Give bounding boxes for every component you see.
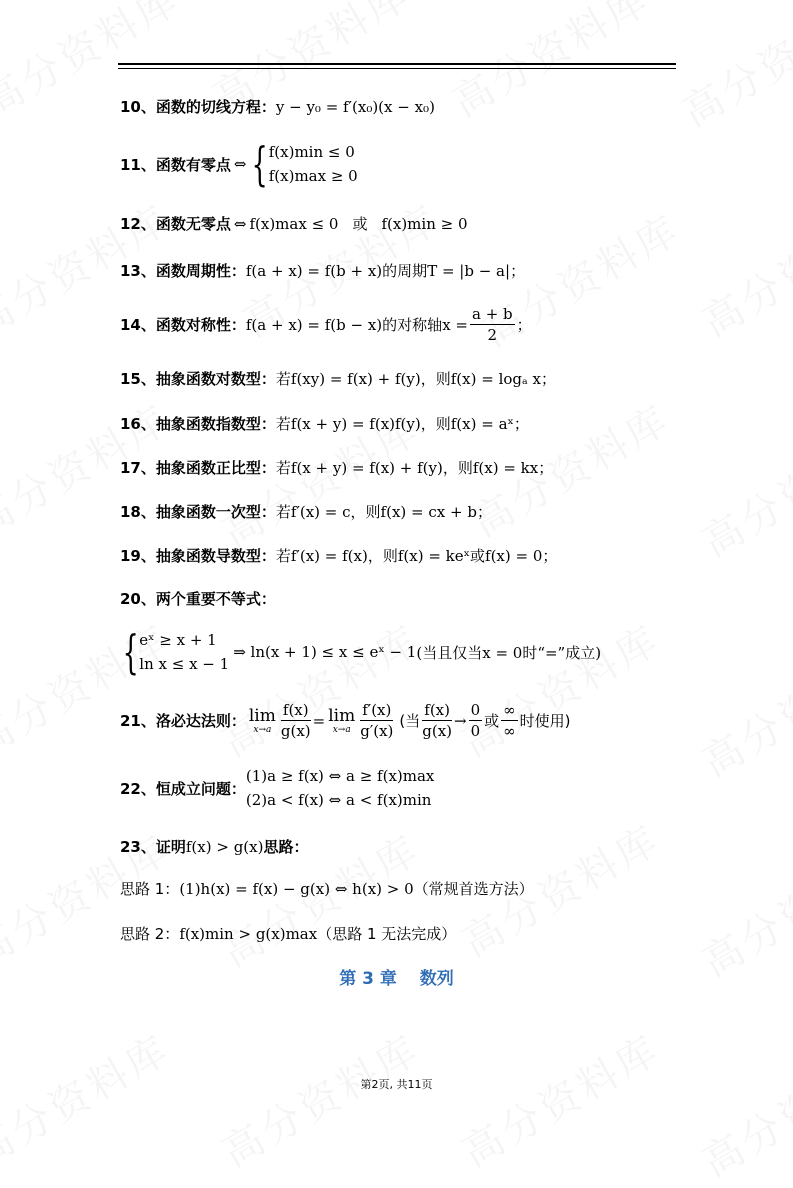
watermark <box>0 1019 180 1178</box>
item-22 <box>120 764 434 812</box>
item-label: 10、函数的切线方程： <box>120 98 276 116</box>
formula: (1)h(x) = f(x) − g(x) ⇔ h(x) > 0 <box>179 879 414 898</box>
item-label: 16、抽象函数指数型： <box>120 415 276 433</box>
item-17 <box>120 457 553 478</box>
condition-stack <box>269 140 358 188</box>
item-label: 14、函数对称性： <box>120 316 246 334</box>
text: ，则 <box>442 459 473 477</box>
item-label: 13、函数周期性： <box>120 262 246 280</box>
or-text: 或 <box>470 547 486 565</box>
formula: f(x)min ≥ 0 <box>381 214 468 233</box>
denominator: 0 <box>470 722 481 740</box>
limit <box>249 707 276 735</box>
formula: ⇒ ln(x + 1) ≤ x ≤ eˣ − 1 <box>233 643 417 661</box>
item-label: 19、抽象函数导数型： <box>120 547 276 565</box>
punct: ； <box>476 503 492 521</box>
watermark <box>210 1019 429 1178</box>
text: 若 <box>275 547 291 565</box>
denominator: g′(x) <box>360 722 394 740</box>
text: 若 <box>275 503 291 521</box>
item-label: 思路： <box>263 838 309 856</box>
item-label: 20、两个重要不等式： <box>120 590 276 608</box>
item-label: 12、函数无零点 <box>120 215 231 233</box>
equivalence-arrow: ⇔ <box>233 214 247 233</box>
idea-1 <box>120 878 534 899</box>
inequality-stack <box>139 628 229 676</box>
item-13 <box>120 260 525 281</box>
watermark <box>690 1029 793 1188</box>
left-brace: { <box>122 625 139 679</box>
or-text: 或 <box>484 712 500 730</box>
lim-subscript: x→a <box>332 724 351 735</box>
numerator: f(x) <box>282 701 309 719</box>
fraction <box>360 700 393 741</box>
item-10 <box>120 96 435 117</box>
item-14 <box>120 304 532 345</box>
header-rule <box>118 68 676 69</box>
item-21 <box>120 700 571 741</box>
item-19 <box>120 545 557 566</box>
numerator: f(x) <box>424 701 450 719</box>
limit <box>328 707 355 735</box>
formula: f(x)max ≥ 0 <box>268 167 358 185</box>
item-15 <box>120 368 556 389</box>
punct: ； <box>538 459 554 477</box>
page-footer: 第2页, 共11页 <box>360 1078 433 1091</box>
arrow: → <box>454 711 467 730</box>
formula: f(x) = logₐ x <box>450 369 542 388</box>
lim-text: lim <box>248 705 276 726</box>
formula: f(x) = 0 <box>485 546 543 565</box>
denominator: g(x) <box>280 722 311 740</box>
text: 的周期 <box>382 262 428 280</box>
formula: eˣ ≥ x + 1 <box>139 631 217 649</box>
formula: y − y₀ = f′(x₀)(x − x₀) <box>275 97 435 116</box>
note: (当且仅当x = 0时“=”成立) <box>416 643 602 662</box>
punct: ； <box>513 415 529 433</box>
numerator: a + b <box>471 305 513 323</box>
formula: T = |b − a| <box>427 261 511 280</box>
equivalence-arrow: ⇔ <box>233 155 247 173</box>
item-label: 15、抽象函数对数型： <box>120 370 276 388</box>
fraction <box>469 700 483 741</box>
or-text: 或 <box>352 215 368 233</box>
text: 时使用) <box>519 712 571 730</box>
formula: f(x + y) = f(x)f(y) <box>290 414 421 433</box>
formula: f(x) = aˣ <box>450 414 514 433</box>
inequality-block <box>120 625 602 679</box>
formula: f(x) = cx + b <box>380 502 477 521</box>
formula: f(x)min > g(x)max <box>179 924 318 943</box>
formula: f(x)max ≤ 0 <box>249 214 339 233</box>
denominator: ∞ <box>503 722 516 740</box>
item-label: 22、恒成立问题： <box>120 779 246 798</box>
formula: f(x) = keˣ <box>397 546 471 565</box>
text: 若 <box>275 415 291 433</box>
fraction <box>501 700 518 741</box>
text: 的对称轴 <box>382 316 443 334</box>
formula: f′(x) = c <box>290 502 351 521</box>
idea-label: 思路 1： <box>120 880 180 898</box>
fraction <box>470 304 515 345</box>
punct: ； <box>542 547 558 565</box>
lim-text: lim <box>328 705 356 726</box>
note: （思路 1 无法完成） <box>317 925 457 943</box>
lim-subscript: x→a <box>253 724 272 735</box>
item-23 <box>120 836 308 857</box>
item-11 <box>120 137 358 191</box>
text: ，则 <box>350 503 381 521</box>
punct: ； <box>510 262 526 280</box>
text: 若 <box>275 370 291 388</box>
formula: f(x)min ≤ 0 <box>268 143 355 161</box>
idea-2 <box>120 923 456 944</box>
fraction <box>422 700 452 741</box>
item-18 <box>120 501 492 522</box>
formula: f(x) = kx <box>472 458 539 477</box>
watermark <box>690 189 793 348</box>
chapter-title: 第 3 章 数列 <box>339 969 454 989</box>
item-20 <box>120 588 276 609</box>
watermark <box>670 0 793 138</box>
punct: ； <box>541 370 557 388</box>
numerator: ∞ <box>503 701 516 719</box>
item-label: 17、抽象函数正比型： <box>120 459 276 477</box>
denominator: 2 <box>487 326 498 344</box>
formula: (2)a < f(x) ⇔ a < f(x)min <box>245 791 432 809</box>
formula: f(xy) = f(x) + f(y) <box>290 369 421 388</box>
text: ，则 <box>367 547 398 565</box>
formula: f′(x) = f(x) <box>290 546 368 565</box>
formula: f(x + y) = f(x) + f(y) <box>290 458 443 477</box>
formula: f(a + x) = f(b − x) <box>245 315 383 334</box>
punct: ； <box>516 316 532 334</box>
item-16 <box>120 413 529 434</box>
note: （常规首选方法） <box>413 880 534 898</box>
formula: f(x) > g(x) <box>185 837 264 856</box>
text: ，则 <box>420 415 451 433</box>
formula: ln x ≤ x − 1 <box>139 655 230 673</box>
item-label: 11、函数有零点 <box>120 155 231 174</box>
numerator: f′(x) <box>362 701 392 719</box>
equals: = <box>312 711 326 730</box>
formula: (1)a ≥ f(x) ⇔ a ≥ f(x)max <box>245 767 435 785</box>
header-rule <box>118 63 676 65</box>
formula: f(a + x) = f(b + x) <box>245 261 383 280</box>
text: ，则 <box>420 370 451 388</box>
formula: x = <box>442 315 468 334</box>
item-label: 21、洛必达法则： <box>120 712 246 730</box>
item-label: 23、证明 <box>120 838 186 856</box>
idea-label: 思路 2： <box>120 925 180 943</box>
denominator: g(x) <box>422 722 453 740</box>
item-label: 18、抽象函数一次型： <box>120 503 276 521</box>
text: 若 <box>275 459 291 477</box>
left-brace: { <box>252 137 269 191</box>
watermark <box>690 409 793 568</box>
watermark <box>450 1019 669 1178</box>
item-12 <box>120 213 468 234</box>
condition-stack <box>246 764 435 812</box>
fraction <box>281 700 311 741</box>
numerator: 0 <box>470 701 481 719</box>
text: (当 <box>399 712 421 730</box>
watermark <box>690 629 793 788</box>
